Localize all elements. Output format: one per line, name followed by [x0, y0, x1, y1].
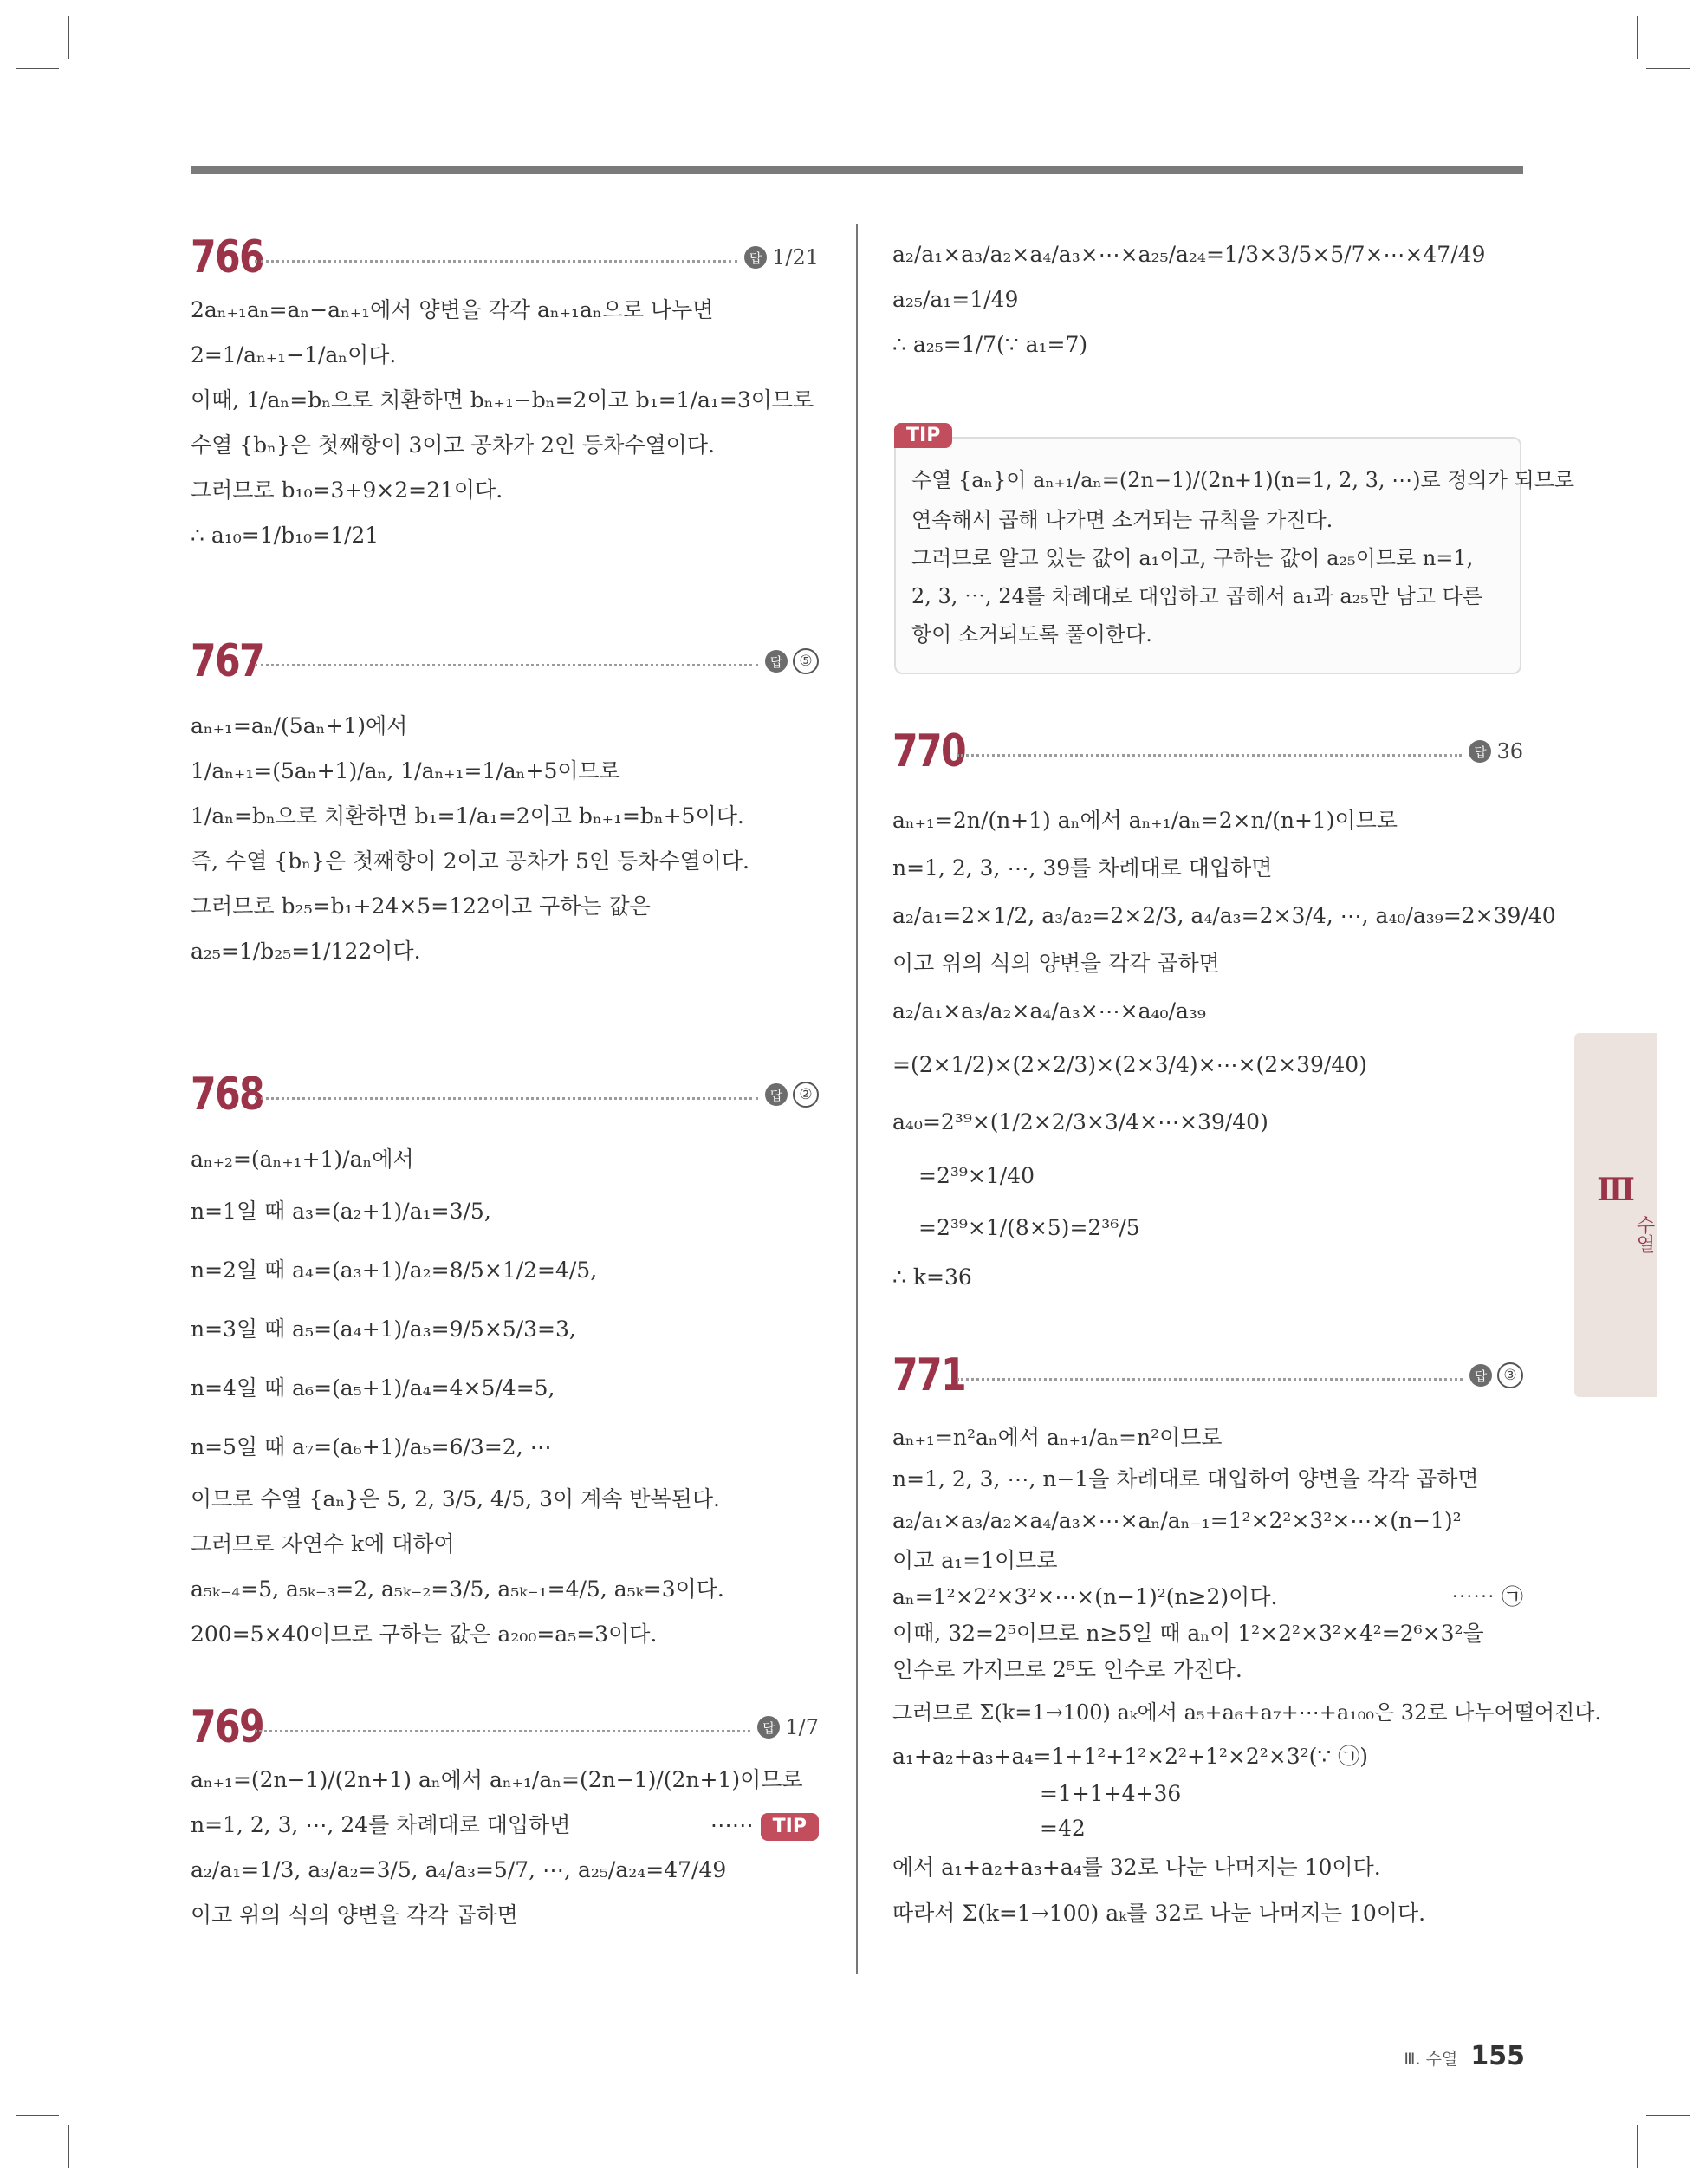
answer-value: 1/7 [785, 1715, 819, 1739]
problem-767 [191, 631, 819, 1064]
solution-line: 이고 위의 식의 양변을 각각 곱하면 [191, 1902, 518, 1927]
tip-reference: ⋯⋯ TIP [710, 1803, 819, 1848]
leader-dots [255, 1097, 758, 1100]
problem-number: 768 [191, 1069, 264, 1121]
solution-line: aₙ₊₁=2n/(n+1) aₙ에서 aₙ₊₁/aₙ=2×n/(n+1)이므로 [892, 808, 1398, 833]
solution-line: n=1, 2, 3, ⋯, 39를 차례대로 대입하면 [892, 855, 1273, 881]
solution-line: 200=5×40이므로 구하는 값은 a₂₀₀=a₅=3이다. [191, 1622, 658, 1647]
footer-section: Ⅲ. 수열 [1404, 2050, 1458, 2069]
problem-number: 766 [191, 231, 264, 283]
solution-line: =1+1+4+36 [1040, 1781, 1182, 1806]
answer-value: ③ [1497, 1362, 1523, 1388]
solution-line: a₂/a₁=1/3, a₃/a₂=3/5, a₄/a₃=5/7, ⋯, a₂₅/a₂₄=47/49 [191, 1857, 727, 1882]
solution-line: a₂/a₁×a₃/a₂×a₄/a₃×⋯×a₄₀/a₃₉ [892, 998, 1206, 1024]
answer [744, 245, 819, 270]
page-footer [1352, 2041, 1525, 2071]
solution-line: aₙ₊₁=aₙ/(5aₙ+1)에서 [191, 713, 408, 738]
solution-line: ∴ a₂₅=1/7(∵ a₁=7) [892, 332, 1088, 357]
solution-line: a₂₅=1/b₂₅=1/122이다. [191, 939, 421, 964]
answer-value: ② [793, 1082, 819, 1108]
problem-header [191, 631, 819, 692]
solution-line: 그러므로 Σ(k=1→100) aₖ에서 a₅+a₆+a₇+⋯+a₁₀₀은 32로 나누어떨어진다. [892, 1700, 1602, 1725]
solution-line: n=1, 2, 3, ⋯, n−1을 차례대로 대입하여 양변을 각각 곱하면 [892, 1466, 1479, 1492]
column-divider [856, 224, 858, 1974]
solution-line: aₙ₊₂=(aₙ₊₁+1)/aₙ에서 [191, 1147, 414, 1172]
solution-line: aₙ₊₁=n²aₙ에서 aₙ₊₁/aₙ=n²이므로 [892, 1425, 1223, 1450]
problem-769 [191, 1697, 819, 1974]
problem-771 [892, 1345, 1602, 1938]
solution-line: a₂/a₁×a₃/a₂×a₄/a₃×⋯×aₙ/aₙ₋₁=1²×2²×3²×⋯×(n−1)² [892, 1508, 1462, 1533]
tip-tag: TIP [761, 1813, 819, 1841]
solution-line: ∴ a₁₀=1/b₁₀=1/21 [191, 523, 379, 548]
solution-line: n=5일 때 a₇=(a₆+1)/a₅=6/3=2, ⋯ [191, 1434, 552, 1459]
page-number: 155 [1470, 2041, 1525, 2071]
problem-number: 769 [191, 1701, 264, 1753]
left-column [191, 227, 819, 1974]
solution-line [191, 1803, 819, 1848]
solution-line: 이고 a₁=1이므로 [892, 1548, 1058, 1573]
answer-icon: 답 [1469, 1364, 1492, 1387]
answer-icon: 답 [765, 650, 788, 673]
answer-icon: 답 [757, 1716, 780, 1739]
leader-dots [255, 1730, 750, 1732]
problem-number: 770 [892, 725, 966, 777]
tip-line: 연속해서 곱해 나가면 소거되는 규칙을 가진다. [911, 508, 1333, 532]
leader-dots [957, 754, 1462, 757]
answer-icon: 답 [1469, 740, 1491, 763]
solution-line: ∴ k=36 [892, 1264, 972, 1290]
solution-line: =2³⁹×1/40 [918, 1163, 1035, 1188]
answer-value: 1/21 [772, 245, 819, 270]
solution-line: a₂/a₁=2×1/2, a₃/a₂=2×2/3, a₄/a₃=2×3/4, ⋯, a₄₀/a₃₉=2×39/40 [892, 903, 1556, 928]
leader-dots [957, 1378, 1463, 1381]
solution-line: 따라서 Σ(k=1→100) aₖ를 32로 나눈 나머지는 10이다. [892, 1901, 1426, 1926]
problem-768 [191, 1064, 819, 1671]
problem-number: 771 [892, 1349, 966, 1401]
solution-line: 즉, 수열 {bₙ}은 첫째항이 2이고 공차가 5인 등차수열이다. [191, 848, 749, 874]
leader-dots [255, 664, 758, 666]
answer-icon: 답 [744, 246, 767, 269]
solution-line: 이때, 32=2⁵이므로 n≥5일 때 aₙ이 1²×2²×3²×4²=2⁶×3²을 [892, 1621, 1484, 1646]
problem-number: 767 [191, 635, 264, 687]
solution-line: 수열 {bₙ}은 첫째항이 3이고 공차가 2인 등차수열이다. [191, 432, 715, 458]
problem-766 [191, 227, 819, 605]
solution-line: 이므로 수열 {aₙ}은 5, 2, 3/5, 4/5, 3이 계속 반복된다. [191, 1486, 720, 1511]
problem-header [191, 1697, 819, 1758]
crop-mark [68, 2125, 69, 2168]
tip-label: TIP [894, 423, 952, 448]
problem-header [892, 1345, 1523, 1406]
problem-header [191, 1064, 819, 1125]
crop-mark [1637, 2125, 1638, 2168]
solution-text: aₙ=1²×2²×3²×⋯×(n−1)²(n≥2)이다. [892, 1584, 1278, 1609]
solution-line: 그러므로 b₁₀=3+9×2=21이다. [191, 478, 503, 503]
tip-line: 그러므로 알고 있는 값이 a₁이고, 구하는 값이 a₂₅이므로 n=1, [911, 546, 1474, 570]
problem-header [191, 227, 819, 288]
solution-line: 2=1/aₙ₊₁−1/aₙ이다. [191, 342, 397, 367]
solution-line: n=3일 때 a₅=(a₄+1)/a₃=9/5×5/3=3, [191, 1316, 576, 1342]
answer [765, 1082, 819, 1108]
crop-mark [1646, 2115, 1690, 2116]
solution-line: 인수로 가지므로 2⁵도 인수로 가진다. [892, 1657, 1242, 1682]
crop-mark [1646, 68, 1690, 69]
solution-line: n=4일 때 a₆=(a₅+1)/a₄=4×5/4=5, [191, 1375, 555, 1401]
solution-line: =(2×1/2)×(2×2/3)×(2×3/4)×⋯×(2×39/40) [892, 1052, 1367, 1077]
solution-line: 이때, 1/aₙ=bₙ으로 치환하면 bₙ₊₁−bₙ=2이고 b₁=1/a₁=3이므로 [191, 387, 814, 413]
chapter-side-tab [1574, 1033, 1657, 1397]
solution-line: n=1일 때 a₃=(a₂+1)/a₁=3/5, [191, 1199, 491, 1224]
crop-mark [16, 68, 59, 69]
solution-line: 에서 a₁+a₂+a₃+a₄를 32로 나눈 나머지는 10이다. [892, 1855, 1381, 1880]
crop-mark [16, 2115, 59, 2116]
tip-line: 항이 소거되도록 풀이한다. [911, 622, 1152, 647]
chapter-roman: Ⅲ [1597, 1172, 1635, 1208]
problem-header [892, 721, 1523, 782]
answer-value: 36 [1496, 739, 1523, 764]
answer [757, 1715, 819, 1739]
crop-mark [1637, 16, 1638, 59]
chapter-label: 수열 [1633, 1215, 1655, 1253]
answer [1469, 739, 1523, 764]
solution-line: n=2일 때 a₄=(a₃+1)/a₂=8/5×1/2=4/5, [191, 1258, 598, 1283]
right-column [892, 227, 1602, 1926]
answer-icon: 답 [765, 1083, 788, 1106]
problem-770 [892, 721, 1556, 1300]
top-rule [191, 166, 1523, 174]
solution-line: a₄₀=2³⁹×(1/2×2/3×3/4×⋯×39/40) [892, 1109, 1268, 1134]
solution-line: 2aₙ₊₁aₙ=aₙ−aₙ₊₁에서 양변을 각각 aₙ₊₁aₙ으로 나누면 [191, 297, 714, 322]
solution-line: 1/aₙ=bₙ으로 치환하면 b₁=1/a₁=2이고 bₙ₊₁=bₙ+5이다. [191, 803, 744, 829]
equation-mark: ⋯⋯ ㉠ [1451, 1584, 1523, 1609]
solution-line: 그러므로 자연수 k에 대하여 [191, 1531, 455, 1557]
solution-line: 이고 위의 식의 양변을 각각 곱하면 [892, 951, 1220, 976]
solution-line [892, 1579, 1523, 1615]
answer [1469, 1362, 1523, 1388]
tip-box [894, 425, 1575, 674]
solution-text: n=1, 2, 3, ⋯, 24를 차례대로 대입하면 [191, 1812, 571, 1837]
tip-line: 2, 3, ⋯, 24를 차례대로 대입하고 곱해서 a₁과 a₂₅만 남고 다른 [911, 584, 1483, 608]
solution-line: aₙ₊₁=(2n−1)/(2n+1) aₙ에서 aₙ₊₁/aₙ=(2n−1)/(2n+1)이므로 [191, 1767, 803, 1792]
solution-line: a₅ₖ₋₄=5, a₅ₖ₋₃=2, a₅ₖ₋₂=3/5, a₅ₖ₋₁=4/5, a₅ₖ=3이다. [191, 1576, 724, 1602]
solution-line: a₁+a₂+a₃+a₄=1+1²+1²×2²+1²×2²×3²(∵ ㉠) [892, 1744, 1369, 1769]
answer [765, 648, 819, 674]
solution-line: =42 [1040, 1816, 1086, 1841]
solution-line: 그러므로 b₂₅=b₁+24×5=122이고 구하는 값은 [191, 894, 651, 919]
solution-line: =2³⁹×1/(8×5)=2³⁶/5 [918, 1215, 1140, 1240]
solution-line: a₂₅/a₁=1/49 [892, 287, 1019, 312]
solution-line: 1/aₙ₊₁=(5aₙ+1)/aₙ, 1/aₙ₊₁=1/aₙ+5이므로 [191, 758, 620, 783]
tip-line: 수열 {aₙ}이 aₙ₊₁/aₙ=(2n−1)/(2n+1)(n=1, 2, 3, ⋯)로 정의가 되므로 [911, 468, 1575, 492]
answer-value: ⑤ [793, 648, 819, 674]
crop-mark [68, 16, 69, 59]
leader-dots [255, 260, 737, 263]
solution-line: a₂/a₁×a₃/a₂×a₄/a₃×⋯×a₂₅/a₂₄=1/3×3/5×5/7×⋯×47/49 [892, 242, 1486, 267]
